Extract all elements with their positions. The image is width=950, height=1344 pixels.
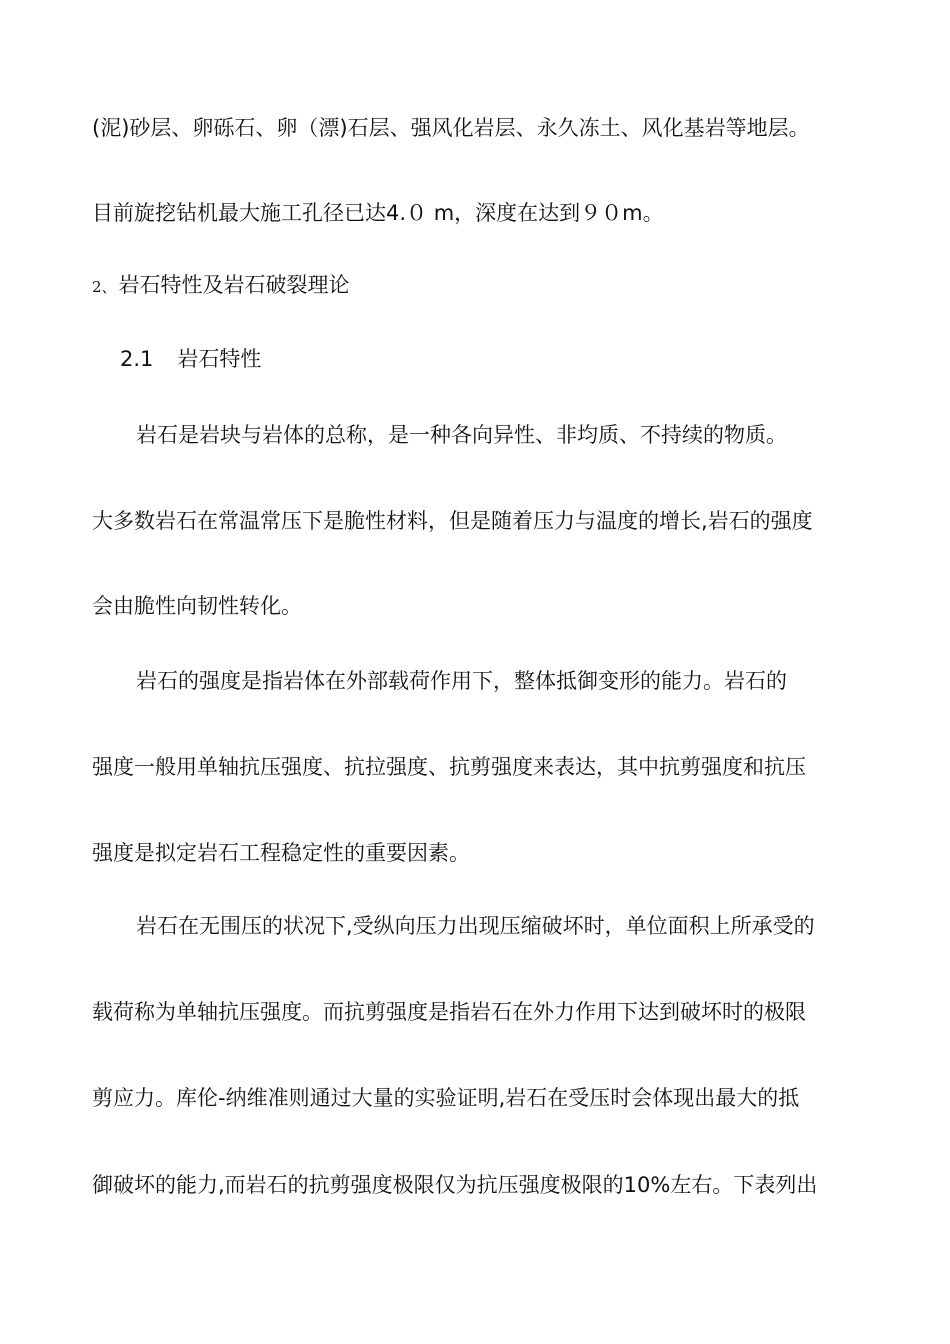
section-number: 2、 — [92, 278, 117, 296]
paragraph-line: 岩石在无围压的状况下,受纵向压力出现压缩破坏时，单位面积上所承受的 — [136, 914, 815, 938]
subsection-number: 2.1 — [120, 347, 154, 371]
paragraph-line: 载荷称为单轴抗压强度。而抗剪强度是指岩石在外力作用下达到破坏时的极限 — [92, 1000, 806, 1024]
text-line: (泥)砂层、卵砾石、卵（漂)石层、强风化岩层、永久冻土、风化基岩等地层。 — [92, 116, 810, 140]
section-title: 岩石特性及岩石破裂理论 — [118, 273, 350, 297]
paragraph-line: 强度是拟定岩石工程稳定性的重要因素。 — [92, 841, 470, 865]
subsection-heading — [120, 344, 900, 374]
paragraph-line: 会由脆性向韧性转化。 — [92, 594, 302, 618]
text-line: 目前旋挖钻机最大施工孔径已达4.０ m，深度在达到９０m。 — [92, 201, 664, 225]
paragraph-line: 岩石的强度是指岩体在外部载荷作用下，整体抵御变形的能力。岩石的 — [136, 669, 787, 693]
subsection-title: 岩石特性 — [177, 347, 262, 371]
paragraph-line: 岩石是岩块与岩体的总称，是一种各向异性、非均质、不持续的物质。 — [136, 423, 787, 447]
paragraph-line: 强度一般用单轴抗压强度、抗拉强度、抗剪强度来表达，其中抗剪强度和抗压 — [92, 755, 806, 779]
paragraph-line: 大多数岩石在常温常压下是脆性材料，但是随着压力与温度的增长,岩石的强度 — [92, 509, 813, 533]
paragraph-line: 剪应力。库伦-纳维准则通过大量的实验证明,岩石在受压时会体现出最大的抵 — [92, 1086, 800, 1110]
paragraph-line: 御破坏的能力,而岩石的抗剪强度极限仅为抗压强度极限的10%左右。下表列出 — [92, 1173, 818, 1197]
section-heading — [92, 270, 872, 302]
